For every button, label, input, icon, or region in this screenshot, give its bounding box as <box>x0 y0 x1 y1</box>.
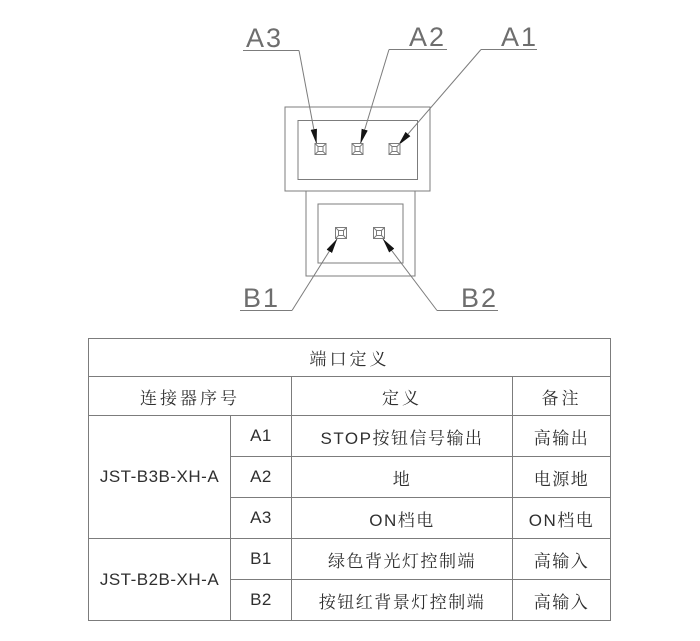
label-a3: A3 <box>246 23 284 53</box>
cell-a1-pin: A1 <box>231 416 292 457</box>
port-definition-table-container <box>88 338 611 621</box>
table-row-b1 <box>89 539 611 580</box>
cell-b2-pin: B2 <box>231 580 292 621</box>
cell-a3-pin: A3 <box>231 498 292 539</box>
cell-b1-pin: B1 <box>231 539 292 580</box>
cell-b2-definition: 按钮红背景灯控制端 <box>292 580 513 621</box>
header-definition: 定义 <box>292 377 513 416</box>
pin-a1-icon <box>389 144 400 155</box>
cell-a3-definition: ON档电 <box>292 498 513 539</box>
table-row-a1 <box>89 416 611 457</box>
pin-a3-icon <box>315 144 326 155</box>
leader-line-a3 <box>299 51 317 144</box>
bottom-connector-inner-outline <box>318 204 403 263</box>
pin-b1-icon <box>336 228 347 239</box>
pin-a2-icon <box>352 144 363 155</box>
port-definition-table <box>88 338 611 621</box>
label-b1: B1 <box>243 283 281 313</box>
header-remark: 备注 <box>513 377 611 416</box>
cell-a1-definition: STOP按钮信号输出 <box>292 416 513 457</box>
cell-b1-remark: 高输入 <box>513 539 611 580</box>
table-header-row <box>89 377 611 416</box>
table-title: 端口定义 <box>89 339 611 377</box>
cell-b2-remark: 高输入 <box>513 580 611 621</box>
leader-line-b1 <box>292 239 337 311</box>
cell-a1-remark: 高输出 <box>513 416 611 457</box>
cell-b1-definition: 绿色背光灯控制端 <box>292 539 513 580</box>
label-a2: A2 <box>409 22 447 52</box>
cell-a3-remark: ON档电 <box>513 498 611 539</box>
cell-a2-definition: 地 <box>292 457 513 498</box>
header-connector: 连接器序号 <box>89 377 292 416</box>
cell-a2-pin: A2 <box>231 457 292 498</box>
cell-a2-remark: 电源地 <box>513 457 611 498</box>
connector-name-jst-b2b: JST-B2B-XH-A <box>89 539 231 621</box>
label-b2: B2 <box>461 283 499 313</box>
label-a1: A1 <box>501 22 539 52</box>
leader-line-a2 <box>361 50 390 144</box>
leader-line-b2 <box>383 239 437 311</box>
leader-line-a1 <box>399 50 482 146</box>
table-title-row <box>89 339 611 377</box>
pin-b2-icon <box>374 228 385 239</box>
connector-name-jst-b3b: JST-B3B-XH-A <box>89 416 231 539</box>
